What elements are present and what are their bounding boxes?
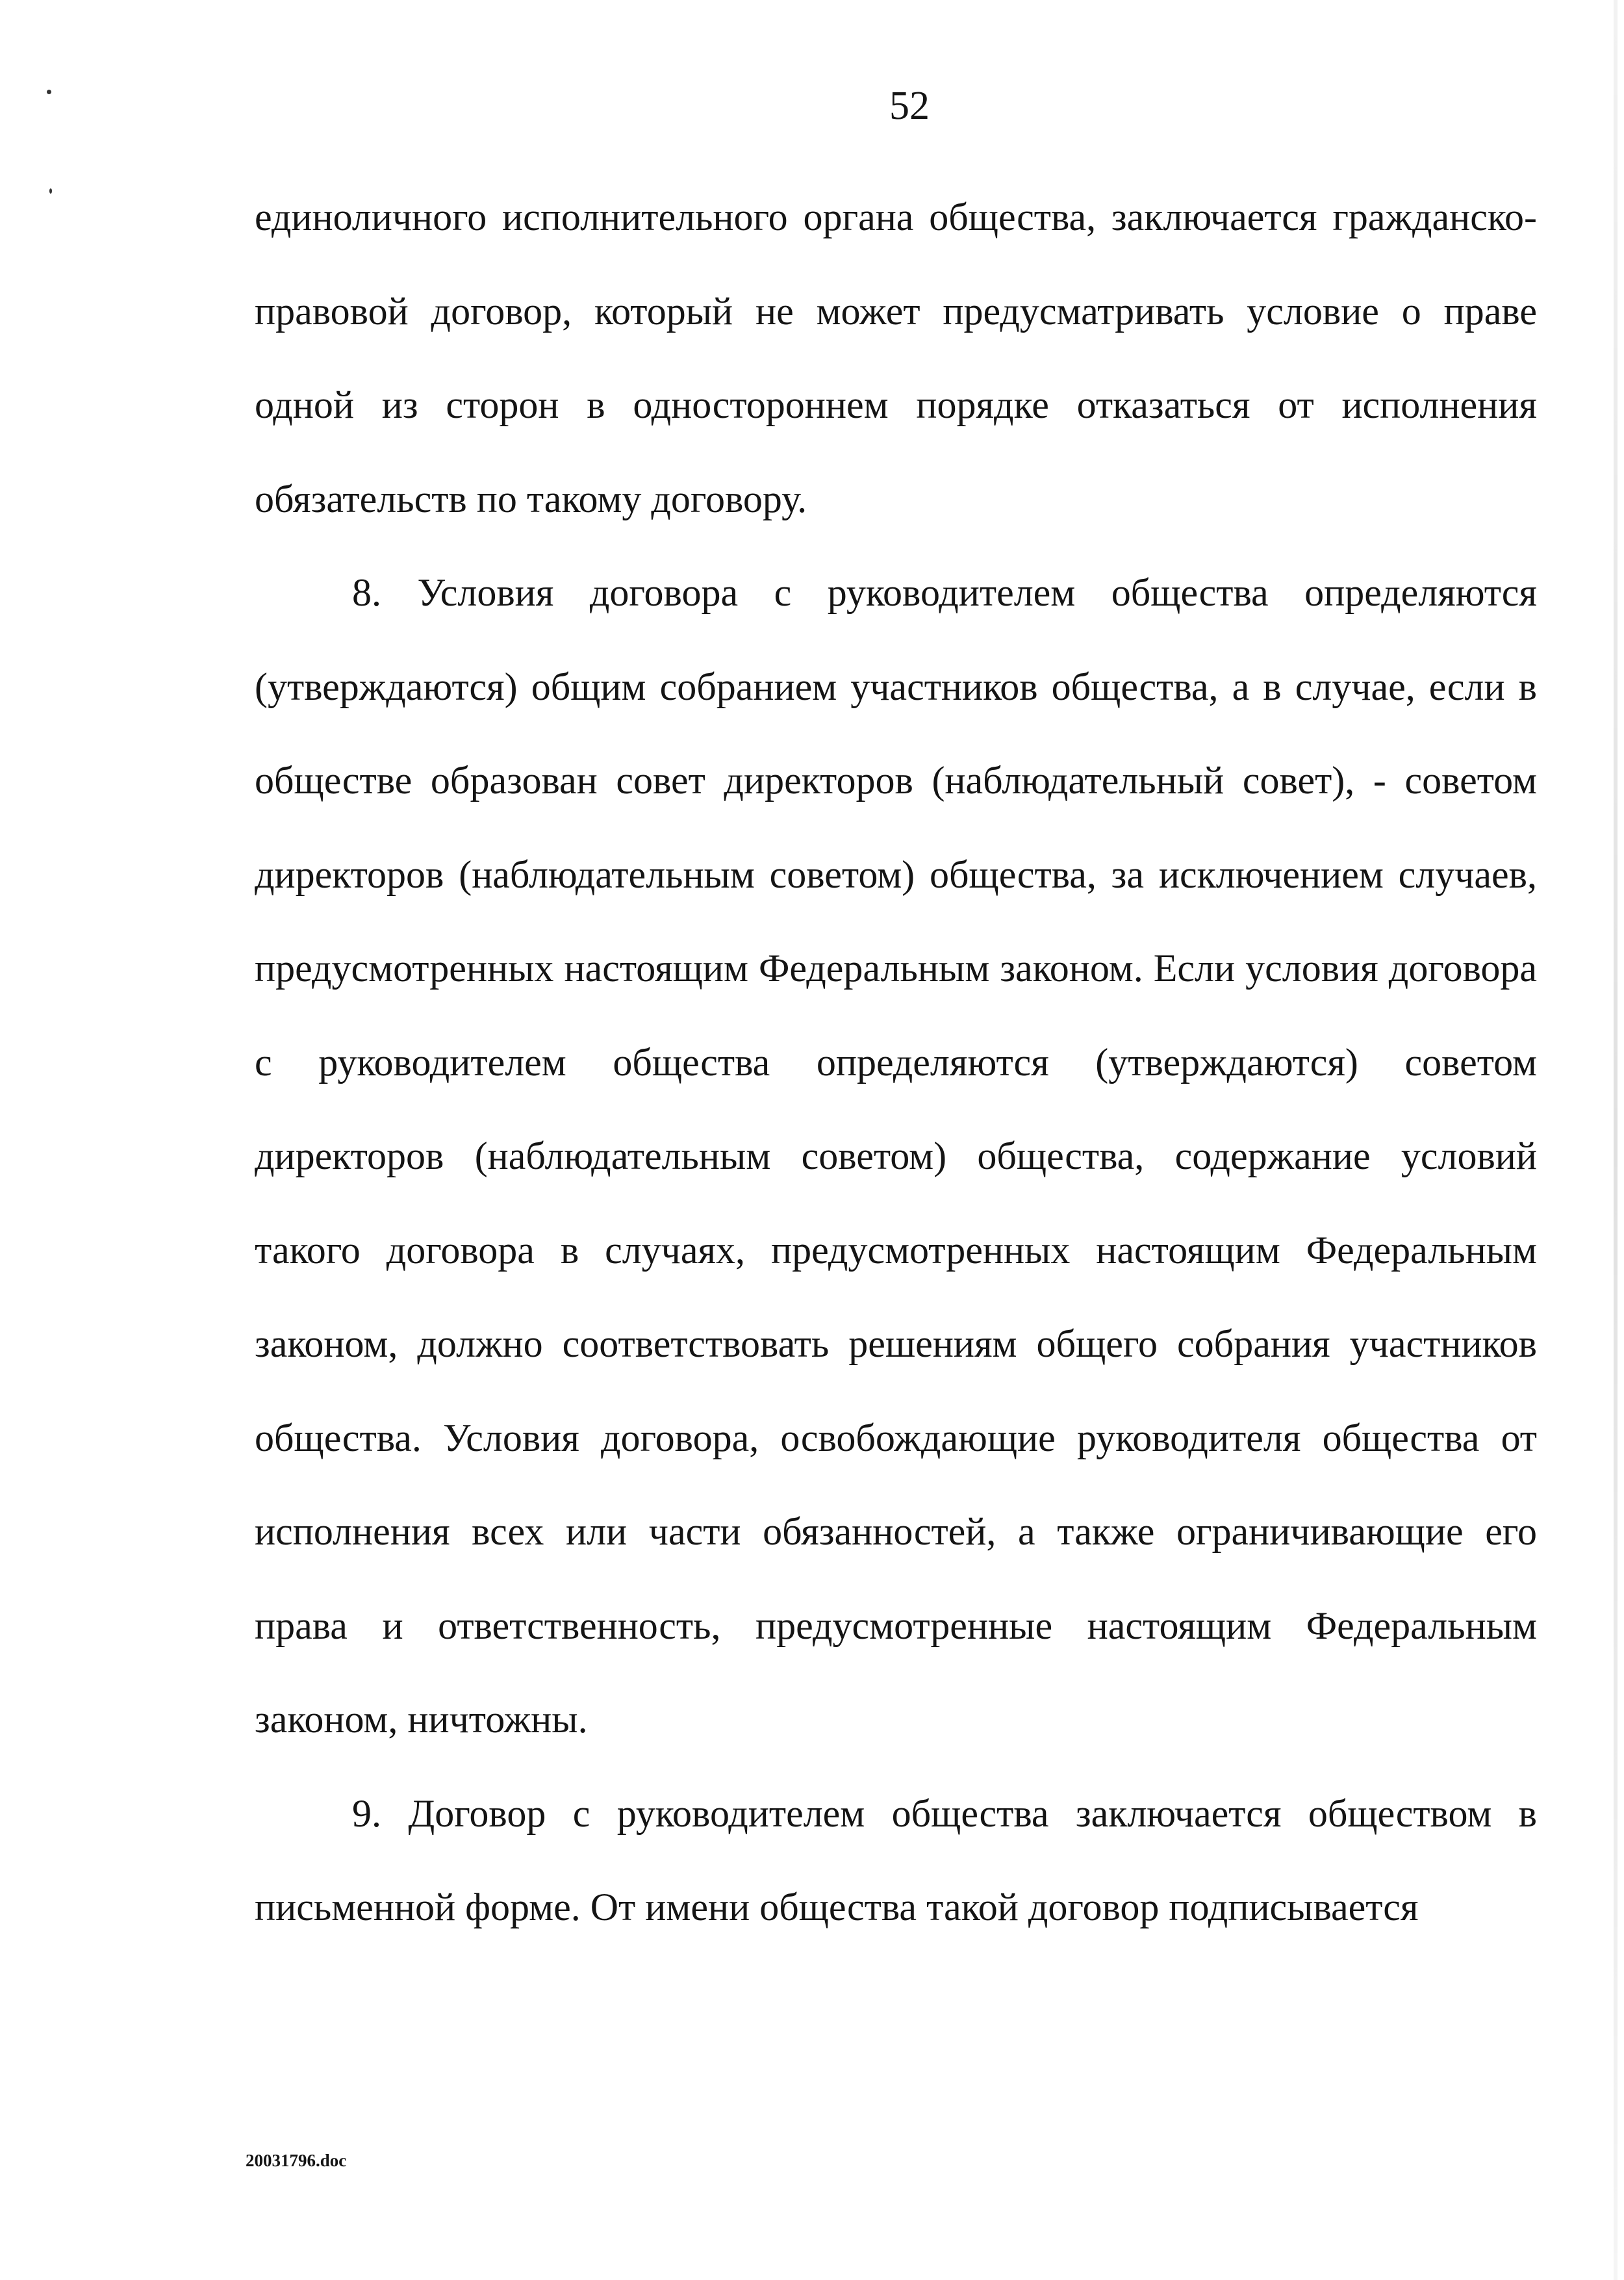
page-number: 52 [889,84,930,128]
paragraph-item-9: 9. Договор с руководителем общества заключается обществом в письменной форме. От имени общества такой договор подписывается [255,1791,1537,1928]
scan-speck [49,188,52,194]
document-body [255,170,1537,1954]
paragraph-continuation: единоличного исполнительного органа общества, заключается гражданско-правовой договор, который не может предусматривать условие о праве одной из сторон в одностороннем порядке отказаться от исполнения обязательств по такому договору. [255,196,1537,520]
footer-filename: 20031796.doc [246,2151,347,2170]
scan-edge-shadow [1614,0,1618,2280]
paragraph-item-8: 8. Условия договора с руководителем общества определяются (утверждаются) общим собранием участников общества, а в случае, если в обществе образован совет директоров (наблюдательный совет), - советом директоров (наблюдательным советом) общества, за исключением случаев, предусмотренных настоящим Федеральным законом. Если условия договора с руководителем общества определяются (утверждаются) советом директоров (наблюдательным советом) общества, содержание условий такого договора в случаях, предусмотренных настоящим Федеральным законом, должно соответствовать решениям общего собрания участников общества. Условия договора, освобождающие руководителя общества от исполнения всех или части обязанностей, а также ограничивающие его права и ответственность, предусмотренные настоящим Федеральным законом, ничтожны. [255,571,1537,1741]
scan-speck [47,90,51,94]
